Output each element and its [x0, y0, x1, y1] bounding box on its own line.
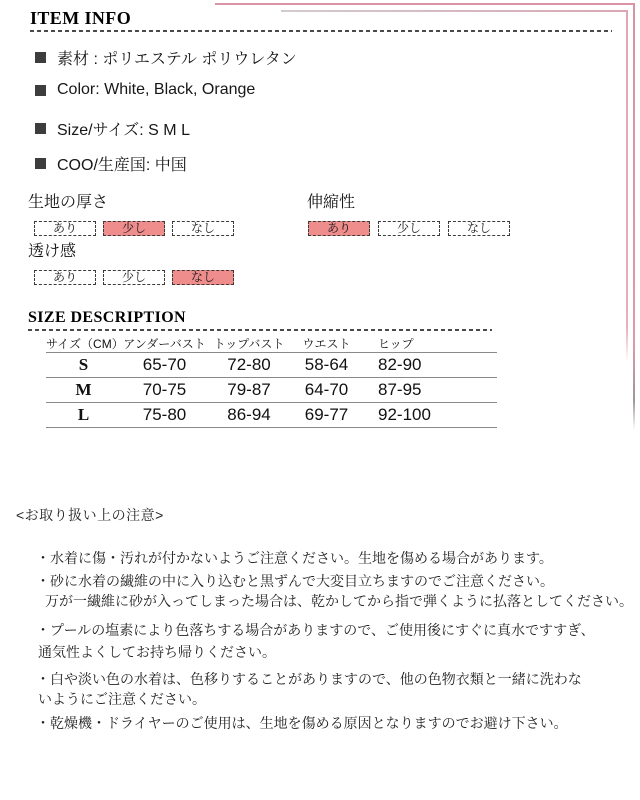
care-note-line: ・乾燥機・ドライヤーのご使用は、生地を傷める原因となりますのでお避け下さい。	[36, 715, 568, 731]
stretch-option-nashi: なし	[448, 221, 510, 236]
bullet-item-text: 素材 : ポリエステル ポリウレタン	[57, 51, 297, 68]
size-cell: M	[46, 378, 121, 403]
frame-line-right-inner	[626, 10, 628, 362]
spec-fabric-thickness	[28, 195, 241, 236]
spec-options-row	[34, 221, 241, 236]
value-cell: 70-75	[121, 378, 208, 403]
item-info-title: ITEM INFO	[30, 8, 132, 28]
spec-label: 透け感	[28, 243, 77, 260]
column-header: トップバスト	[208, 334, 290, 353]
frame-line-top-inner	[281, 10, 627, 12]
table-row	[46, 353, 497, 378]
care-note-line: ・水着に傷・汚れが付かないようご注意ください。生地を傷める場合があります。	[36, 550, 553, 566]
column-header: サイズ（CM）	[46, 334, 121, 353]
stretch-option-ari: あり	[308, 221, 370, 236]
value-cell: 87-95	[363, 378, 497, 403]
value-cell: 64-70	[290, 378, 363, 403]
spec-label: 生地の厚さ	[28, 194, 109, 211]
size-table	[46, 334, 497, 428]
bullet-item-coo	[35, 152, 187, 175]
spec-options-row	[34, 270, 241, 285]
bullet-item-color	[35, 81, 255, 99]
size-table-header-row	[46, 334, 497, 353]
stretch-option-sukoshi: 少し	[378, 221, 440, 236]
value-cell: 92-100	[363, 403, 497, 428]
bullet-square-icon	[35, 123, 46, 134]
table-row	[46, 403, 497, 428]
care-note-line: 万が一繊維に砂が入ってしまった場合は、乾かしてから指で弾くように払落としてください。	[45, 593, 633, 609]
value-cell: 65-70	[121, 353, 208, 378]
thickness-option-sukoshi: 少し	[103, 221, 165, 236]
spec-options-row	[308, 221, 518, 236]
value-cell: 69-77	[290, 403, 363, 428]
care-note-line: いようにご注意ください。	[38, 691, 206, 707]
value-cell: 86-94	[208, 403, 290, 428]
frame-line-right-outer	[633, 3, 635, 430]
bullet-square-icon	[35, 52, 46, 63]
column-header: ウエスト	[290, 334, 363, 353]
item-info-dashed-rule	[30, 30, 612, 32]
column-header: アンダーバスト	[121, 334, 208, 353]
value-cell: 58-64	[290, 353, 363, 378]
value-cell: 82-90	[363, 353, 497, 378]
spec-stretch	[307, 195, 518, 236]
bullet-item-text: Color: White, Black, Orange	[57, 81, 256, 98]
care-notes-title: <お取り扱い上の注意>	[16, 507, 164, 523]
thickness-option-nashi: なし	[172, 221, 234, 236]
spec-sheerness	[28, 244, 241, 285]
column-header: ヒップ	[363, 334, 497, 353]
care-note-line: ・砂に水着の繊維の中に入り込むと黒ずんで大変目立ちますのでご注意ください。	[36, 573, 554, 589]
thickness-option-ari: あり	[34, 221, 96, 236]
sheer-option-ari: あり	[34, 270, 96, 285]
bullet-item-size	[35, 117, 190, 140]
sheer-option-nashi: なし	[172, 270, 234, 285]
size-description-dashed-rule	[28, 329, 492, 331]
size-cell: S	[46, 353, 121, 378]
bullet-item-text: COO/生産国: 中国	[57, 157, 187, 174]
size-cell: L	[46, 403, 121, 428]
frame-line-top-outer	[215, 3, 635, 5]
table-row	[46, 378, 497, 403]
bullet-item-text: Size/サイズ: S M L	[57, 122, 190, 139]
spec-label: 伸縮性	[307, 194, 356, 211]
care-note-line: ・白や淡い色の水着は、色移りすることがありますので、他の色物衣類と一緒に洗わな	[36, 671, 582, 687]
value-cell: 75-80	[121, 403, 208, 428]
sheer-option-sukoshi: 少し	[103, 270, 165, 285]
bullet-square-icon	[35, 158, 46, 169]
bullet-item-material	[35, 46, 297, 69]
bullet-square-icon	[35, 85, 46, 96]
size-description-title: SIZE DESCRIPTION	[28, 309, 187, 326]
care-note-line: ・プールの塩素により色落ちする場合がありますので、ご使用後にすぐに真水ですすぎ、	[36, 622, 595, 638]
value-cell: 72-80	[208, 353, 290, 378]
value-cell: 79-87	[208, 378, 290, 403]
care-note-line: 通気性よくしてお持ち帰りください。	[38, 644, 276, 660]
